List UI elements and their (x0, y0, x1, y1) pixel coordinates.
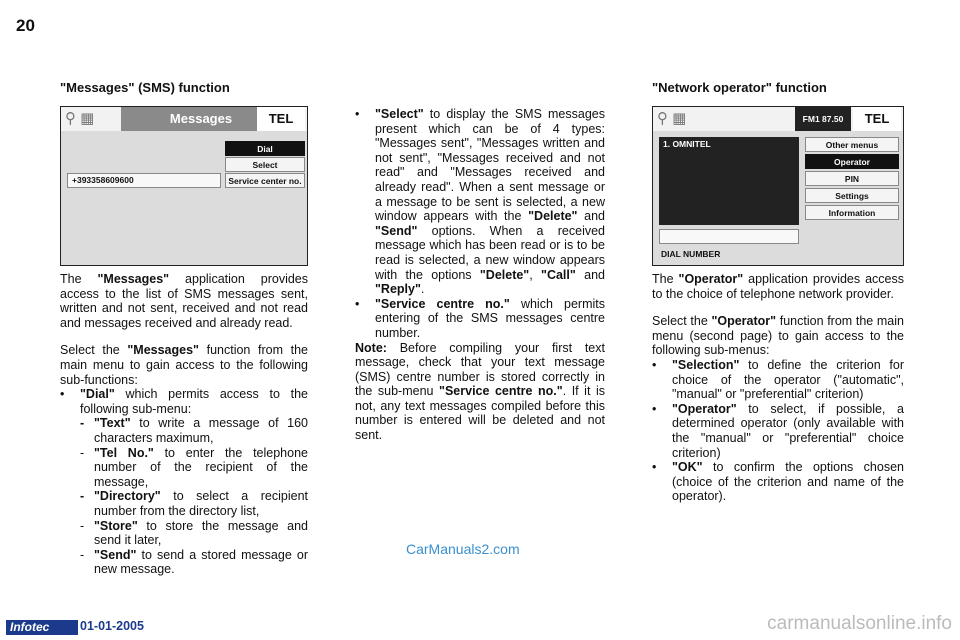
dial-number-field[interactable] (659, 229, 799, 244)
middle-column-text (355, 107, 605, 443)
dial-item: • "Dial" which permits access to the following sub-menu: (60, 387, 308, 416)
menu-item-settings[interactable]: Settings (805, 188, 899, 203)
dial-sub-item: - "Directory" to select a recipient number from the directory list, (80, 489, 308, 518)
messages-section-title: "Messages" (SMS) function (60, 80, 230, 95)
frequency-display: FM1 87.50 (795, 107, 851, 131)
dial-number-label: DIAL NUMBER (661, 249, 721, 259)
dial-sub-item: - "Tel No." to enter the telephone number of the recipient of the message, (80, 445, 308, 489)
select-item: • "Select" to display the SMS messages present which can be of 4 types: "Messages sent", "Messages written and not sent", "Messages received and not read" and "Messages received and already read". When a sent message or a message to be sent is selected, a new window appears with the "Delete" and "Send" options. When a received message which has been read or is to be read is selected, a new window appears with the options "Delete", "Call" and "Reply". (355, 107, 605, 297)
menu-item-service-center[interactable]: Service center no. (225, 173, 305, 188)
menu-item-other-menus[interactable]: Other menus (805, 137, 899, 152)
sub-mark: - (80, 489, 85, 504)
bullet-icon: • (652, 401, 657, 416)
messages-screen-title: Messages (121, 107, 281, 131)
messages-intro: The "Messages" application provides access to the list of SMS messages sent, written and not sent, received and not read and messages received and already read. (60, 272, 308, 330)
menu-item-pin[interactable]: PIN (805, 171, 899, 186)
note-paragraph: Note: Before compiling your first text message, check that your text message (SMS) centre number is stored correctly in the sub-menu "Service centre no.". If it is not, any text messages compiled before this number is entered will be deleted and not sent. (355, 340, 605, 443)
bullet-icon: • (355, 296, 360, 311)
operator-name-field: 1. OMNITEL (659, 137, 799, 225)
right-column-text (652, 272, 904, 504)
menu-item-information[interactable]: Information (805, 205, 899, 220)
operator-screen-topbar (653, 107, 903, 131)
dial-sub-item: - "Store" to store the message and send it later, (80, 518, 308, 548)
menu-item-dial[interactable]: Dial (225, 141, 305, 156)
bullet-icon: • (60, 387, 65, 402)
operator-screen (652, 106, 904, 266)
sub-mark: - (80, 445, 85, 460)
signal-icon: ⚲ ▦ (65, 110, 95, 127)
footer-site: carmanualsonline.info (767, 613, 952, 634)
footer-date: 01-01-2005 (80, 619, 144, 633)
sub-mark: - (80, 547, 85, 562)
watermark: CarManuals2.com (406, 541, 520, 557)
menu-item-operator[interactable]: Operator (805, 154, 899, 169)
operator-sub-item: • "Selection" to define the criterion for choice of the operator ("automatic", "manual" or "preferential" criterion) (652, 357, 904, 402)
menu-item-select[interactable]: Select (225, 157, 305, 172)
bullet-icon: • (355, 107, 360, 121)
service-centre-item: • "Service centre no." which permits entering of the SMS messages centre number. (355, 296, 605, 340)
page-number: 20 (16, 16, 35, 35)
infotec-logo: Infotec (6, 620, 78, 635)
left-column-text (60, 272, 308, 577)
operator-select: Select the "Operator" function from the main menu (second page) to gain access to the following sub-menus: (652, 314, 904, 358)
bullet-icon: • (652, 460, 657, 475)
messages-screen (60, 106, 308, 266)
tel-label: TEL (257, 107, 305, 131)
operator-sub-item: • "OK" to confirm the options chosen (choice of the criterion and name of the operator). (652, 460, 904, 504)
sub-mark: - (80, 416, 85, 431)
signal-icon: ⚲ ▦ (657, 110, 687, 127)
phone-number-field[interactable]: +393358609600 (67, 173, 221, 188)
dial-sub-item: - "Send" to send a stored message or new message. (80, 547, 308, 577)
bullet-icon: • (652, 357, 657, 372)
sub-mark: - (80, 518, 85, 533)
messages-screen-topbar (61, 107, 307, 131)
operator-intro: The "Operator" application provides access to the choice of telephone network provider. (652, 272, 904, 301)
network-operator-section-title: "Network operator" function (652, 80, 827, 95)
messages-select: Select the "Messages" function from the main menu to gain access to the following sub-functions: (60, 343, 308, 387)
dial-sub-item: - "Text" to write a message of 160 characters maximum, (80, 416, 308, 445)
tel-label: TEL (853, 107, 901, 131)
operator-sub-item: • "Operator" to select, if possible, a determined operator (only available with the "manual" or "preferential" choice criterion) (652, 401, 904, 460)
